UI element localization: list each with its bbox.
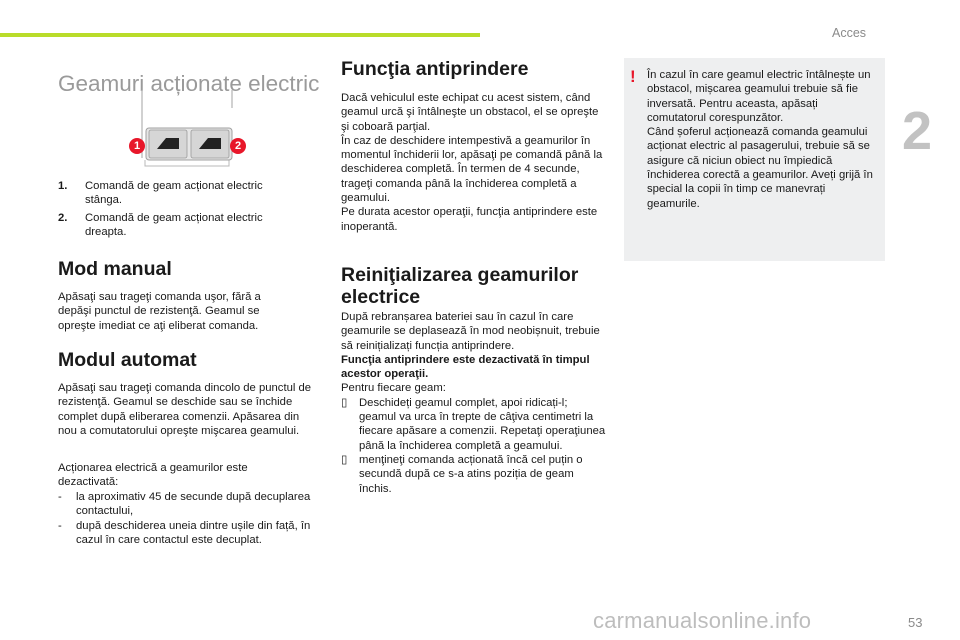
auto-mode-bullets xyxy=(58,490,323,547)
window-switch-illustration xyxy=(137,86,249,170)
auto-mode-note: Acționarea electrică a geamurilor este dezactivată: xyxy=(58,462,248,489)
section-label: Acces xyxy=(832,26,867,40)
auto-mode-text: Apăsaţi sau trageţi comanda dincolo de punctul de rezistenţă. Geamul se deschide sau se închide complet după eliberarea comenzii. Apăsarea din nou a comutatorului opreşte mişcarea geamului. xyxy=(58,382,312,437)
antipinch-text: Dacă vehiculul este echipat cu acest sistem, când geamul urcă şi întâlneşte un obstacol, el se opreşte şi coboară parţial. În caz de deschidere intempestivă a geamurilor în momentul închiderii lor, apăsaţi pe comandă până la deschiderea completă. În termen de 4 secunde, trageţi comanda până la închiderea completă a geamului. Pe durata acestor operaţii, funcţia antiprindere este inoperantă. xyxy=(341,92,603,233)
auto-mode-heading: Modul automat xyxy=(58,349,197,371)
list-item: ▯ menţineţi comanda acționată încă cel puțin o secundă după ce s-a atins poziția de geam închis. xyxy=(341,453,583,495)
antipinch-heading: Funcţia antiprindere xyxy=(341,58,529,80)
list-item: - după deschiderea uneia dintre ușile din față, în cazul în care contactul este decuplat. xyxy=(58,519,311,546)
page-title: Geamuri acționate electric xyxy=(58,71,320,97)
accent-bar xyxy=(0,33,480,37)
manual-mode-heading: Mod manual xyxy=(58,258,172,280)
warning-icon: ! xyxy=(630,67,636,86)
warning-box xyxy=(624,58,885,261)
manual-mode-text: Apăsaţi sau trageţi comanda uşor, fără a depăşi punctul de rezistenţă. Geamul se opreşte imediat ce aţi eliberat comanda. xyxy=(58,291,261,332)
warning-text: În cazul în care geamul electric întâlnește un obstacol, mișcarea geamului trebuie să fie inversată. Pentru aceasta, apăsați comutatorul corespunzător. Când șoferul acționează comanda geamului acționat electric al pasagerului, trebuie să se asigure că niciun obiect nu împiedică închiderea corectă a geamurilor. Aveți grijă în special la copii în timp ce manevrați geamurile. xyxy=(647,69,873,210)
reinit-bold-note: Funcţia antiprindere este dezactivată în timpul acestor operaţii. xyxy=(341,353,590,381)
reinit-each-window: Pentru fiecare geam: xyxy=(341,382,446,395)
reinit-section xyxy=(341,310,606,496)
list-item: ▯ Deschideți geamul complet, apoi ridicați-l; geamul va urca în trepte de câţiva centimetri la fiecare apăsare a comenzii. Repetaţi operaţiunea până la închiderea completă a geamului. xyxy=(341,396,606,452)
watermark: carmanualsonline.info xyxy=(593,608,812,633)
reinit-text: După rebranșarea bateriei sau în cazul în care geamurile se deplasează în mod neobișnuit, trebuie să reinițializați funcția antiprindere. xyxy=(341,311,600,352)
chapter-number: 2 xyxy=(902,101,933,161)
reinit-heading: Reiniţializarea geamurilor electrice xyxy=(341,264,579,309)
callout-1: 1 xyxy=(129,138,145,154)
list-item: - la aproximativ 45 de secunde după decuplarea contactului, xyxy=(58,491,311,518)
callout-2: 2 xyxy=(230,138,246,154)
page-number: 53 xyxy=(908,615,923,630)
